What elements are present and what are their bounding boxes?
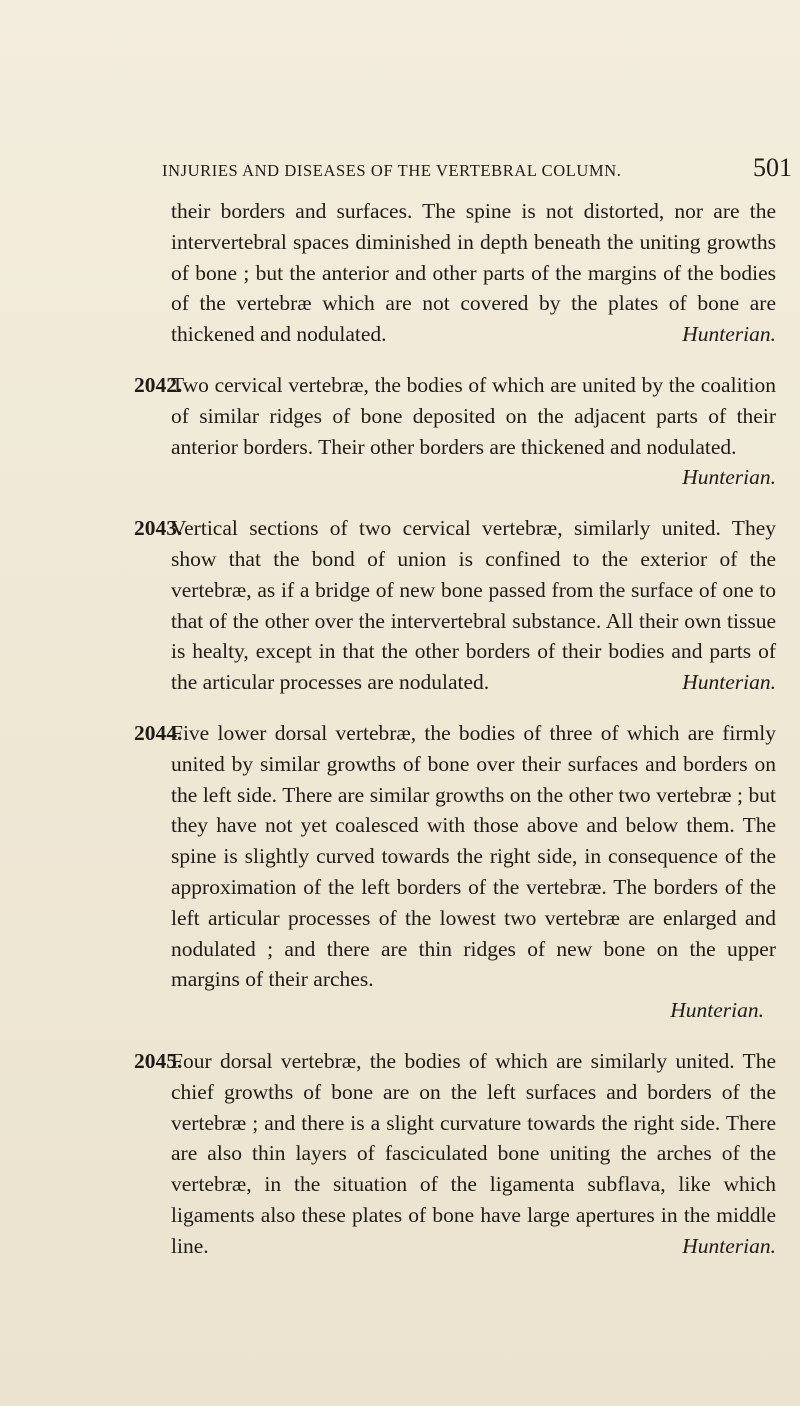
entry-text [171,513,776,698]
entry-description: Two cervical vertebræ, the bodies of which are united by the coalition of similar ridges of bone deposited on the adjacent parts of their anterior borders. Their other borders are thickened and nodulated. [171,372,776,459]
source-attribution: Hunterian. [682,670,776,695]
entry-number: 2044. [134,720,183,745]
page-body [134,196,776,1282]
source-attribution: Hunterian. [670,998,764,1023]
entry-description: Vertical sections of two cervical vertebræ, similarly united. They show that the bond of union is confined to the exterior of the vertebræ, as if a bridge of new bone passed from the surface of one to that of the other over the intervertebral substance. All their own tissue is healty, except in that the other borders of their bodies and parts of the articular processes are nodulated. [171,516,776,695]
source-attribution: Hunterian. [682,322,776,347]
running-header [162,155,792,181]
continuation-text: their borders and surfaces. The spine is not distorted, nor are the intervertebral spaces diminished in depth beneath the uniting growths of bone ; but the anterior and other parts of the margins of the bodies of the vertebræ which are not covered by the plates of bone are thickened and nodulated. [171,199,776,347]
page-number: 501 [753,153,792,182]
catalogue-entry-2042 [134,370,776,493]
header-title: INJURIES AND DISEASES OF THE VERTEBRAL COLUMN. [162,161,622,180]
entry-description: Four dorsal vertebræ, the bodies of which are similarly united. The chief growths of bone are on the left surfaces and borders of the vertebræ ; and there is a slight curvature towards the right side. There are also thin layers of fasciculated bone uniting the arches of the vertebræ, in the situation of the ligamenta subflava, like which ligaments also these plates of bone have large apertures in the middle line. [171,1048,776,1258]
catalogue-entry-2043 [134,513,776,698]
source-attribution: Hunterian. [682,1233,776,1258]
catalogue-entry-2044 [134,718,776,1026]
continuation-paragraph [138,196,776,350]
entry-text [171,1046,776,1262]
entry-description: Five lower dorsal vertebræ, the bodies of three of which are firmly united by similar growths of bone over their surfaces and borders on the left side. There are similar growths on the other two vertebræ ; but they have not yet coalesced with those above and below them. The spine is slightly curved towards the right side, in consequence of the approximation of the left borders of the vertebræ. The borders of the left articular processes of the lowest two vertebræ are enlarged and nodulated ; and there are thin ridges of new bone on the upper margins of their arches. [171,720,776,992]
entry-text [171,718,776,1026]
catalogue-entry-2045 [134,1046,776,1262]
entry-number: 2045. [134,1048,183,1073]
entry-number: 2043. [134,516,183,541]
source-attribution: Hunterian. [682,465,776,490]
entry-number: 2042. [134,372,183,397]
entry-text [171,370,776,493]
